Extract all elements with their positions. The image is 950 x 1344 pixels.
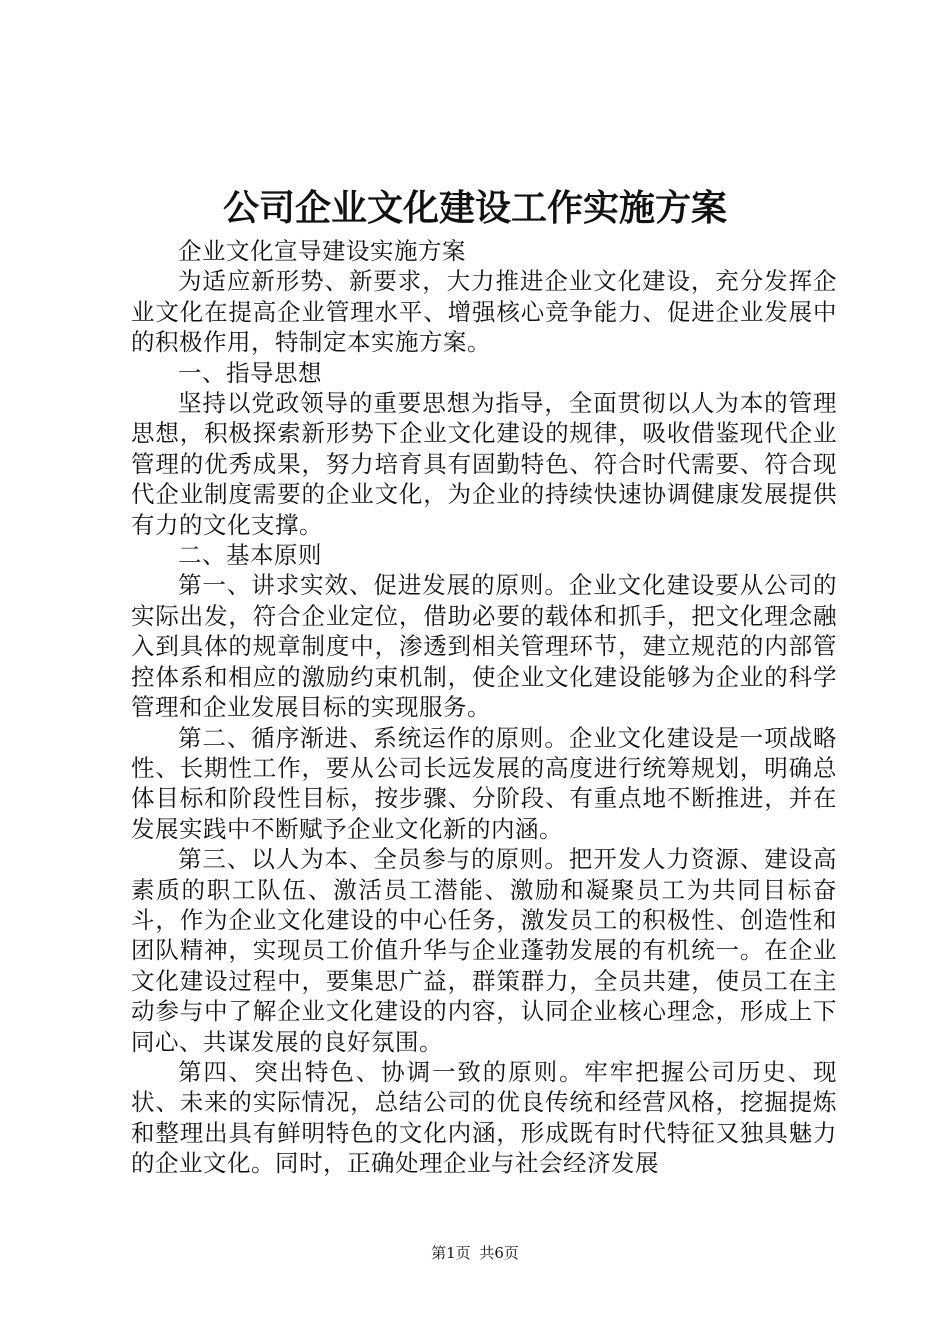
section-heading-guiding-thought: 一、指导思想 [178, 358, 322, 387]
intro-paragraph: 为适应新形势、新要求，大力推进企业文化建设，充分发挥企业文化在提高企业管理水平、增强核心竞争能力、促进企业发展中的积极作用，特制定本实施方案。 [131, 267, 837, 357]
document-title: 公司企业文化建设工作实施方案 [222, 187, 727, 229]
principle-four-paragraph: 第四、突出特色、协调一致的原则。牢牢把握公司历史、现状、未来的实际情况，总结公司的优良传统和经营风格，挖掘提炼和整理出具有鲜明特色的文化内涵，形成既有时代特征又独具魅力的企业文化。同时，正确处理企业与社会经济发展 [131, 1057, 837, 1178]
guiding-thought-paragraph: 坚持以党政领导的重要思想为指导，全面贯彻以人为本的管理思想，积极探索新形势下企业文化建设的规律，吸收借鉴现代企业管理的优秀成果，努力培育具有固勤特色、符合时代需要、符合现代企业制度需要的企业文化，为企业的持续快速协调健康发展提供有力的文化支撑。 [131, 389, 837, 539]
total-pages: 共6页 [479, 1244, 519, 1262]
principle-three-paragraph: 第三、以人为本、全员参与的原则。把开发人力资源、建设高素质的职工队伍、激活员工潜能、激励和凝聚员工为共同目标奋斗，作为企业文化建设的中心任务，激发员工的积极性、创造性和团队精神，实现员工价值升华与企业蓬勃发展的有机统一。在企业文化建设过程中，要集思广益，群策群力，全员共建，使员工在主动参与中了解企业文化建设的内容，认同企业核心理念，形成上下同心、共谋发展的良好氛围。 [131, 845, 837, 1056]
principle-two-paragraph: 第二、循序渐进、系统运作的原则。企业文化建设是一项战略性、长期性工作，要从公司长远发展的高度进行统筹规划，明确总体目标和阶段性目标，按步骤、分阶段、有重点地不断推进，并在发展实践中不断赋予企业文化新的内涵。 [131, 723, 837, 843]
principle-one-paragraph: 第一、讲求实效、促进发展的原则。企业文化建设要从公司的实际出发，符合企业定位，借助必要的载体和抓手，把文化理念融入到具体的规章制度中，渗透到相关管理环节，建立规范的内部管控体系和相应的激励约束机制，使企业文化建设能够为企业的科学管理和企业发展目标的实现服务。 [131, 571, 837, 722]
document-body [131, 236, 837, 1179]
page-number: 第1页 [431, 1244, 471, 1262]
section-heading-basic-principles: 二、基本原则 [178, 541, 322, 570]
subtitle-paragraph: 企业文化宣导建设实施方案 [178, 237, 466, 265]
page-footer [0, 1243, 950, 1263]
